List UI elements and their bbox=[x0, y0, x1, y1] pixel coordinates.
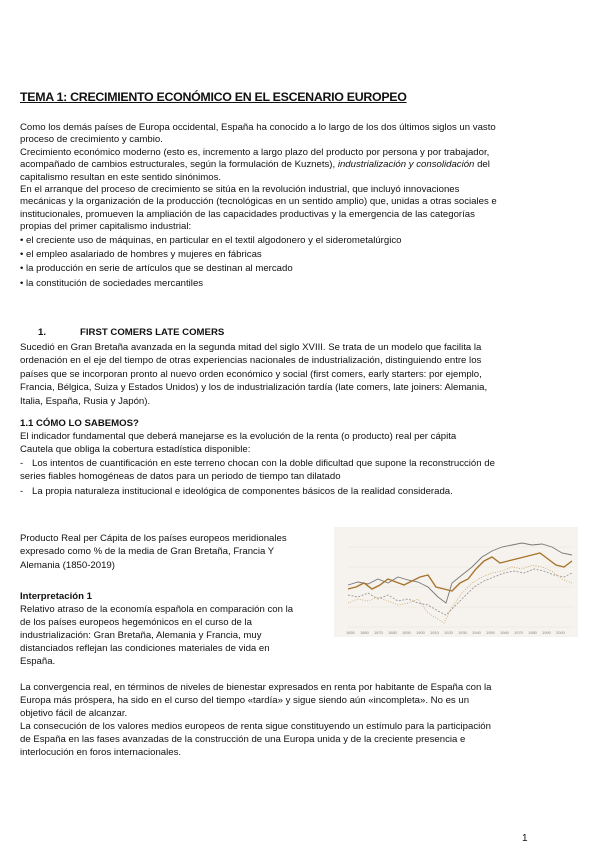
caption-line1: Producto Real per Cápita de los países europeos meridionales bbox=[20, 533, 287, 544]
interpretation-wide-line: de España en las fases avanzadas de la construcción de una Europa unida y de la creciente presencia e bbox=[20, 734, 466, 746]
intro-p1-line1: Como los demás países de Europa occidental, España ha conocido a lo largo de los dos últimos siglos un vasto bbox=[20, 122, 496, 133]
section11 bbox=[20, 417, 582, 498]
page-number: 1 bbox=[522, 833, 528, 844]
svg-text:1950: 1950 bbox=[486, 630, 495, 635]
intro-p3-line4: propias del primer capitalismo industrial: bbox=[20, 221, 192, 233]
chart-background bbox=[334, 527, 578, 637]
interpretation-line: España. bbox=[20, 656, 56, 668]
svg-text:1870: 1870 bbox=[374, 630, 383, 635]
svg-text:1910: 1910 bbox=[430, 630, 439, 635]
interpretation-line: Relativo atraso de la economía española en comparación con la bbox=[20, 604, 294, 616]
svg-text:1930: 1930 bbox=[458, 630, 467, 635]
section1-line: países que se incorporan pronto al nuevo orden económico y social (first comers, early starters: por ejemplo, bbox=[20, 368, 482, 380]
bullet-item: • el creciente uso de máquinas, en particular en el textil algodonero y el siderometalúrgico bbox=[20, 234, 402, 246]
section1-line: Italia, España, Rusia y Japón). bbox=[20, 395, 151, 407]
intro-p2-line3: capitalismo resultan en este sentido sinónimos. bbox=[20, 171, 222, 183]
section11-heading: 1.1 CÓMO LO SABEMOS? bbox=[20, 418, 139, 429]
interpretation-wide-line: La convergencia real, en términos de niveles de bienestar expresados en renta por habitante de España con la bbox=[20, 682, 492, 693]
interpretation-wide-line: Europa más próspera, ha sido en el curso del tiempo «tardía» y sigue siendo aún «incompleta». No es un bbox=[20, 695, 470, 707]
chart-caption bbox=[20, 532, 330, 572]
intro-p1-line2: proceso de crecimiento y cambio. bbox=[20, 134, 163, 146]
svg-text:1880: 1880 bbox=[388, 630, 397, 635]
intro-p2-line1: Crecimiento económico moderno (esto es, incremento a largo plazo del producto por persona y por trabajador, bbox=[20, 146, 490, 158]
intro-p2-line2-del: del bbox=[477, 159, 490, 171]
svg-text:1890: 1890 bbox=[402, 630, 411, 635]
interpretation-continued bbox=[20, 681, 582, 760]
bullet-item: • la constitución de sociedades mercantiles bbox=[20, 277, 204, 289]
intro-section bbox=[20, 122, 582, 290]
bullet-item: • la producción en serie de artículos que se destinan al mercado bbox=[20, 263, 293, 275]
svg-text:1990: 1990 bbox=[542, 630, 551, 635]
section1-heading bbox=[38, 327, 224, 339]
section11-dash1-line1 bbox=[20, 457, 582, 470]
svg-text:1940: 1940 bbox=[472, 630, 481, 635]
svg-text:1900: 1900 bbox=[416, 630, 425, 635]
interpretation-line: de los países europeos hegemónicos en el curso de la bbox=[20, 617, 252, 629]
svg-text:1980: 1980 bbox=[528, 630, 537, 635]
intro-p2-line2-a: acompañado de cambios estructurales, según la formulación de Kuznets), bbox=[20, 159, 336, 171]
interpretation-line: distanciados reflejan las condiciones materiales de vida en bbox=[20, 643, 270, 655]
svg-text:1860: 1860 bbox=[360, 630, 369, 635]
interpretation-line: industrialización: Gran Bretaña, Alemania y Francia, muy bbox=[20, 630, 262, 642]
section11-line2: Cautela que obliga la cobertura estadística disponible: bbox=[20, 444, 251, 456]
svg-text:1850: 1850 bbox=[346, 630, 355, 635]
interpretation-wide-line: interlocución en foros internacionales. bbox=[20, 747, 182, 759]
section1-line: ordenación en el eje del tiempo de otras experiencias nacionales de industrialización, distinguiendo entre los bbox=[20, 355, 482, 367]
intro-p3-line1: En el arranque del proceso de crecimiento se sitúa en la revolución industrial, que incluyó innovaciones bbox=[20, 184, 460, 196]
interpretation-heading: Interpretación 1 bbox=[20, 591, 92, 602]
section11-dash2-text: La propia naturaleza institucional e ideológica de componentes básicos de la realidad considerada. bbox=[32, 486, 453, 498]
svg-text:1960: 1960 bbox=[500, 630, 509, 635]
dash-marker: - bbox=[20, 457, 24, 469]
caption-line3: Alemania (1850-2019) bbox=[20, 559, 115, 571]
interpretation-wide-line: La consecución de los valores medios europeos de renta sigue constituyendo un estímulo para la participación bbox=[20, 721, 491, 733]
interpretation-section bbox=[20, 590, 340, 669]
keyword-industrializacion: industrialización bbox=[337, 159, 407, 171]
bullet-item: • el empleo asalariado de hombres y mujeres en fábricas bbox=[20, 249, 262, 261]
section11-dash1-line2: series fiables homogéneas de datos para un periodo de tiempo tan dilatado bbox=[20, 470, 341, 482]
section1-body bbox=[20, 341, 582, 408]
caption-line2: expresado como % de la media de Gran Bretaña, Francia Y bbox=[20, 546, 275, 558]
section1-line: Francia, Bélgica, Suiza y Estados Unidos) y los de industrialización tardía (late comers, late joiners: Alemania, bbox=[20, 382, 488, 394]
svg-text:1920: 1920 bbox=[444, 630, 453, 635]
intro-p3-line2: mecánicas y la organización de la producción (tecnológicas en un sentido amplio) que, unidas a otras sociales e bbox=[20, 196, 497, 208]
intro-p2-line2 bbox=[20, 159, 582, 171]
section1-line: Sucedió en Gran Bretaña avanzada en la segunda mitad del siglo XVIII. Se trata de un modelo que facilita la bbox=[20, 342, 482, 353]
svg-text:1970: 1970 bbox=[514, 630, 523, 635]
section11-dash2 bbox=[20, 485, 582, 498]
section1-title: FIRST COMERS LATE COMERS bbox=[80, 327, 225, 338]
intro-p3-line3: institucionales, promueven la ampliación de las capacidades productivas y la emergencia de las categorías bbox=[20, 208, 475, 220]
section1-number: 1. bbox=[38, 327, 47, 338]
gdp-chart-figure bbox=[334, 527, 578, 637]
section11-line1: El indicador fundamental que deberá manejarse es la evolución de la renta (o producto) real per cápita bbox=[20, 431, 457, 443]
intro-p2-line2-y: y bbox=[408, 159, 414, 171]
dash-marker: - bbox=[20, 486, 24, 498]
interpretation-wide-line: objetivo fácil de alcanzar. bbox=[20, 708, 128, 720]
svg-text:2000: 2000 bbox=[556, 630, 565, 635]
section11-dash1-text: Los intentos de cuantificación en este terreno chocan con la doble dificultad que supone la reconstrucción de bbox=[32, 457, 495, 469]
page-title: TEMA 1: CRECIMIENTO ECONÓMICO EN EL ESCENARIO EUROPEO bbox=[20, 90, 407, 104]
keyword-consolidacion: consolidación bbox=[416, 159, 475, 171]
